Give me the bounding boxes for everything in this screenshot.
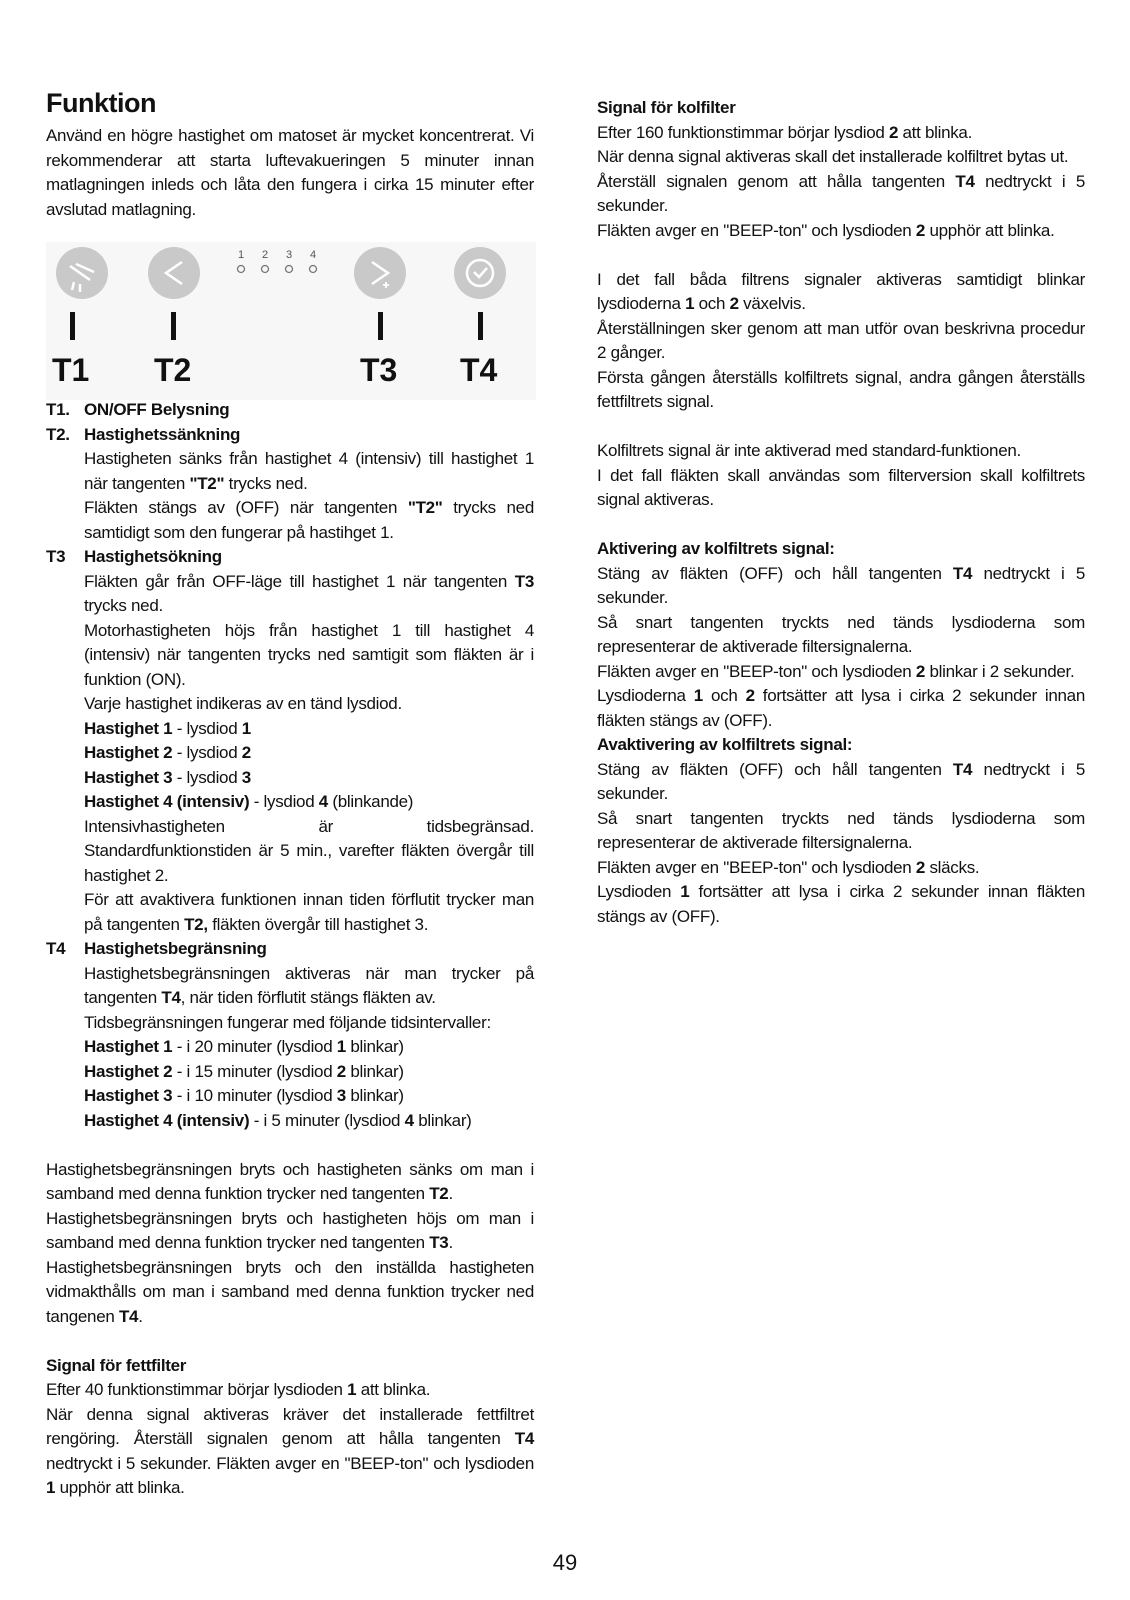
page-number: 49 (552, 1550, 578, 1575)
deactivate-title: Avaktivering av kolfiltrets signal: (597, 735, 853, 754)
speed-line: Hastighet 1 - lysdiod 1 (84, 718, 251, 738)
led-label: 3 (286, 249, 293, 261)
speed-line: Hastighet 4 (intensiv) - lysdiod 4 (blinkande) (84, 792, 414, 811)
t3-text-3: Varje hastighet indikeras av en tänd lysdiod. (84, 694, 402, 713)
activate-text-2: Så snart tangenten tryckts ned tänds lysdioderna som representerar de aktiverade filtersignalerna. (597, 612, 1085, 656)
t2-text-1: Hastigheten sänks från hastighet 4 (intensiv) till hastighet 1 när tangenten "T2" trycks ned. (84, 449, 534, 493)
t2-text-2: Fläkten stängs av (OFF) när tangenten "T2" trycks ned samtidigt som den fungerar på hastihget 1. (84, 498, 534, 542)
t1-key: T1. (46, 400, 70, 419)
carbon-text-3: Återställ signalen genom att hålla tangenten T4 nedtryckt i 5 sekunder. (597, 171, 1085, 215)
t3-item (46, 545, 534, 570)
speed-line: Hastighet 3 - lysdiod 3 (84, 767, 251, 787)
speed-up-key-icon (354, 247, 406, 299)
carbon-text-4: Fläkten avger en "BEEP-ton" och lysdioden 2 upphör att blinka. (597, 220, 1055, 240)
t1-item (46, 398, 534, 423)
activate-text-3: Fläkten avger en "BEEP-ton" och lysdioden 2 blinkar i 2 sekunder. (597, 661, 1075, 681)
t4-pointer (478, 312, 483, 340)
activate-text-4: Lysdioderna 1 och 2 fortsätter att lysa i cirka 2 sekunder innan fläkten stängs av (OFF). (597, 686, 1085, 730)
speed-line: Hastighet 2 - lysdiod 2 (84, 743, 251, 762)
limit-text-3: Hastighetsbegränsningen bryts och den inställda hastigheten vidmakthålls om man i samband med denna funktion trycker ned tangenen T4. (46, 1257, 534, 1326)
control-panel-illustration (46, 242, 536, 400)
led-label: 2 (262, 249, 269, 261)
limit-line: Hastighet 3 - i 10 minuter (lysdiod 3 blinkar) (84, 1086, 404, 1105)
limit-line: Hastighet 2 - i 15 minuter (lysdiod 2 blinkar) (84, 1061, 404, 1081)
speed-down-key-icon (148, 247, 200, 299)
deactivate-text-1: Stäng av fläkten (OFF) och håll tangenten T4 nedtryckt i 5 sekunder. (597, 759, 1085, 803)
activate-title: Aktivering av kolfiltrets signal: (597, 539, 835, 558)
limit-line: Hastighet 4 (intensiv) - i 5 minuter (lysdiod 4 blinkar) (84, 1110, 472, 1130)
t2-key: T2. (46, 424, 70, 444)
t4-key: T4 (46, 939, 66, 958)
t3-text-1: Fläkten går från OFF-läge till hastighet 1 när tangenten T3 trycks ned. (84, 571, 534, 615)
t3-key: T3 (46, 547, 66, 566)
t3-label: Hastighetsökning (84, 547, 222, 566)
both-text-2: Återställningen sker genom att man utför ovan beskrivna procedur 2 gånger. (597, 318, 1085, 362)
t1-key-label: T1 (52, 352, 90, 388)
t3-text-4b: Standardfunktionstiden är 5 min., varefter fläkten övergår till hastighet 2. (84, 841, 534, 885)
t3-text-4a: Intensivhastigheten är tidsbegränsad. (84, 816, 534, 836)
activate-text-1: Stäng av fläkten (OFF) och håll tangenten T4 nedtryckt i 5 sekunder. (597, 563, 1085, 607)
grease-text-1: Efter 40 funktionstimmar börjar lysdioden 1 att blinka. (46, 1380, 431, 1399)
std-text-2: I det fall fläkten skall användas som filterversion skall kolfiltrets signal aktiveras. (597, 465, 1085, 509)
both-text-1: I det fall båda filtrens signaler aktiveras samtidigt blinkar lysdioderna 1 och 2 växelvis. (597, 269, 1085, 313)
t3-pointer (378, 312, 383, 340)
std-text-1: Kolfiltrets signal är inte aktiverad med standard-funktionen. (597, 441, 1021, 460)
intro-text: Använd en högre hastighet om matoset är mycket koncentrerat. Vi rekommenderar att starta luftevakueringen 5 minuter innan matlagningen inleds och låta den fungera i cirka 15 minuter efter avslutad matlagning. (46, 126, 534, 219)
t3-text-5: För att avaktivera funktionen innan tiden förflutit trycker man på tangenten T2, fläkten övergår till hastighet 3. (84, 890, 534, 934)
deactivate-text-3: Fläkten avger en "BEEP-ton" och lysdioden 2 släcks. (597, 857, 980, 877)
grease-text-2: När denna signal aktiveras kräver det installerade fettfiltret rengöring. Återställ signalen genom att hålla tangenten T4 nedtryckt i 5 sekunder. Fläkten avger en "BEEP-ton" och lysdioden 1 upphör att blinka. (46, 1404, 534, 1497)
led-label: 4 (310, 249, 317, 261)
t3-text-2: Motorhastigheten höjs från hastighet 1 till hastighet 4 (intensiv) när tangenten trycks ned samtigit som fläkten är i funktion (ON). (84, 620, 534, 689)
t2-item (46, 423, 534, 448)
t3-key-label: T3 (360, 352, 398, 388)
t2-key-label: T2 (154, 352, 192, 388)
carbon-text-2: När denna signal aktiveras skall det installerade kolfiltret bytas ut. (597, 147, 1069, 166)
deactivate-text-4: Lysdioden 1 fortsätter att lysa i cirka 2 sekunder innan fläkten stängs av (OFF). (597, 882, 1085, 926)
t4-text-1: Hastighetsbegränsningen aktiveras när man trycker på tangenten T4, när tiden förflutit stängs fläkten av. (84, 963, 534, 1007)
t1-label: ON/OFF Belysning (84, 400, 230, 419)
t2-pointer (171, 312, 176, 340)
t4-key-label: T4 (460, 352, 498, 388)
page-title: Funktion (46, 88, 156, 118)
limit-line: Hastighet 1 - i 20 minuter (lysdiod 1 blinkar) (84, 1037, 404, 1056)
led-label: 1 (238, 249, 245, 261)
t1-pointer (70, 312, 75, 340)
carbon-title: Signal för kolfilter (597, 98, 736, 117)
deactivate-text-2: Så snart tangenten tryckts ned tänds lysdioderna som representerar de aktiverade filtersignalerna. (597, 808, 1085, 852)
both-text-3: Första gången återställs kolfiltrets signal, andra gången återställs fettfiltrets signal. (597, 367, 1085, 411)
control-panel-svg (46, 242, 536, 400)
limit-text-1: Hastighetsbegränsningen bryts och hastigheten sänks om man i samband med denna funktion trycker ned tangenten T2. (46, 1159, 534, 1203)
limit-text-2: Hastighetsbegränsningen bryts och hastigheten höjs om man i samband med denna funktion trycker ned tangenten T3. (46, 1208, 534, 1252)
t4-label: Hastighetsbegränsning (84, 939, 267, 958)
timer-key-icon (454, 247, 506, 299)
t2-label: Hastighetssänkning (84, 424, 241, 444)
grease-title: Signal för fettfilter (46, 1355, 187, 1375)
t4-text-2: Tidsbegränsningen fungerar med följande tidsintervaller: (84, 1012, 491, 1032)
t4-item (46, 937, 534, 962)
carbon-text-1: Efter 160 funktionstimmar börjar lysdiod 2 att blinka. (597, 122, 972, 142)
